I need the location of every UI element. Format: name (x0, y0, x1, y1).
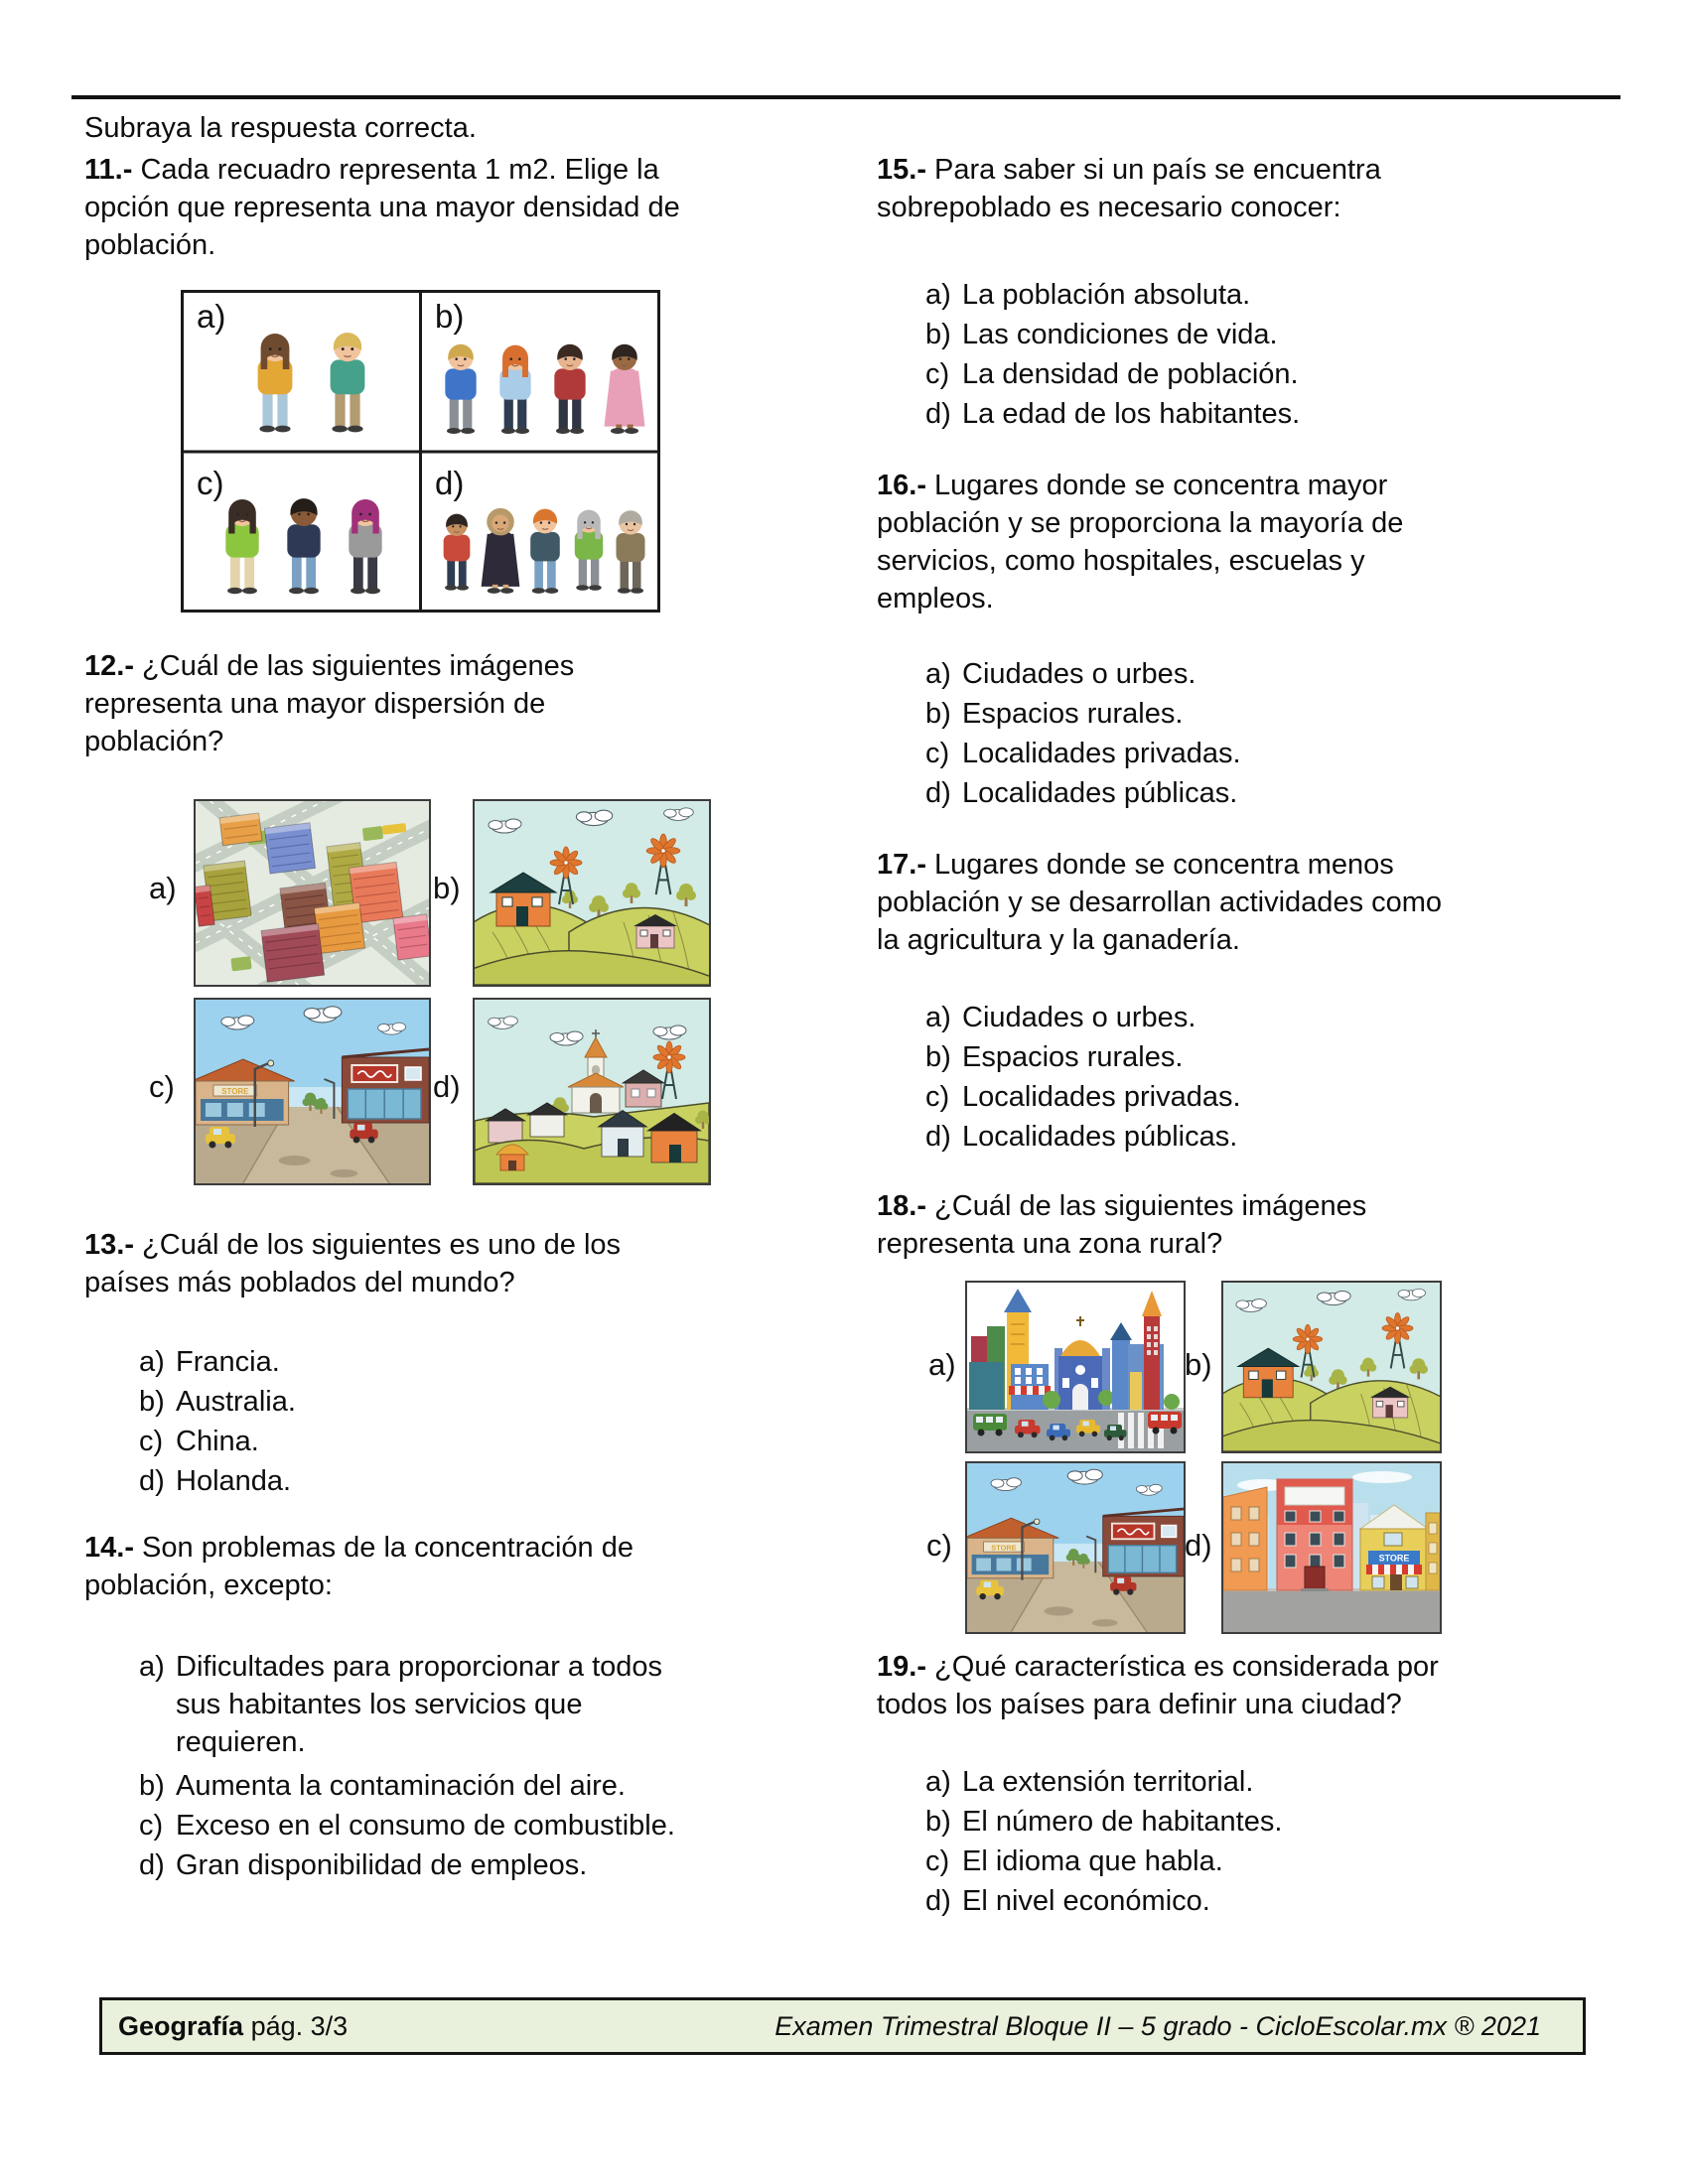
question-number: 18.- (877, 1190, 926, 1222)
option-letter: b) (925, 1806, 951, 1838)
option-letter: a) (925, 279, 951, 311)
option-letter: b) (925, 698, 951, 730)
q14-option-c[interactable] (139, 1807, 675, 1846)
question-number: 16.- (877, 470, 926, 501)
q19-option-c[interactable] (925, 1843, 1282, 1882)
q12-choice-a-label[interactable]: a) (149, 871, 177, 905)
q17-option-c[interactable] (925, 1078, 1241, 1118)
question-line: empleos. (877, 583, 994, 614)
question-line: 16.- Lugares donde se concentra mayor (877, 470, 1388, 501)
q13-option-b[interactable] (139, 1383, 296, 1423)
option-letter: b) (139, 1386, 165, 1418)
q14-option-d[interactable] (139, 1846, 675, 1886)
q19-option-d[interactable] (925, 1882, 1282, 1922)
q17-option-d[interactable] (925, 1118, 1241, 1158)
option-letter: b) (925, 319, 951, 350)
footer-source: Examen Trimestral Bloque II – 5 grado - CicloEscolar.mx ® 2021 (774, 2010, 1541, 2041)
q14-option-a[interactable] (139, 1648, 675, 1761)
q17-option-b[interactable] (925, 1038, 1241, 1078)
question-line: 17.- Lugares donde se concentra menos (877, 849, 1394, 881)
q12-choice-b-label[interactable]: b) (433, 871, 461, 905)
option-letter: c) (139, 1810, 164, 1842)
question-line: población y se proporciona la mayoría de (877, 507, 1404, 539)
question-number: 17.- (877, 849, 926, 881)
q17-option-a[interactable] (925, 999, 1241, 1038)
option-letter: c) (139, 1426, 164, 1457)
q11-choice-a-label[interactable]: a) (197, 298, 226, 335)
question-17-options (925, 999, 1241, 1158)
option-text: Aumenta la contaminación del aire. (176, 1770, 626, 1802)
q18-choice-d-label[interactable]: d) (1185, 1528, 1212, 1563)
option-text: Espacios rurales. (962, 698, 1184, 730)
question-number: 19.- (877, 1651, 926, 1683)
question-line: países más poblados del mundo? (84, 1267, 515, 1298)
q11-choice-b-label[interactable]: b) (435, 298, 465, 335)
question-number: 15.- (877, 154, 926, 186)
q12-choice-d-label[interactable]: d) (433, 1069, 461, 1104)
q18-choice-c-label[interactable]: c) (926, 1528, 952, 1563)
question-17 (877, 846, 1442, 959)
option-text: Localidades públicas. (962, 777, 1238, 809)
option-text: Localidades privadas. (962, 1081, 1241, 1113)
q18-choice-a-label[interactable]: a) (928, 1347, 956, 1382)
q11-population-grid-illustration[interactable] (181, 290, 660, 613)
option-letter: d) (139, 1849, 165, 1881)
q18-town-street-illustration[interactable] (965, 1461, 1186, 1634)
option-letter: d) (139, 1465, 165, 1497)
option-text: La densidad de población. (962, 358, 1299, 390)
question-line: población? (84, 726, 224, 757)
footer-bar (99, 1997, 1586, 2055)
option-text: La edad de los habitantes. (962, 398, 1301, 430)
question-16-options (925, 655, 1241, 814)
question-line: población, excepto: (84, 1570, 333, 1601)
question-line: representa una zona rural? (877, 1228, 1223, 1260)
option-letter: c) (925, 358, 950, 390)
question-12 (84, 647, 574, 760)
option-text: La extensión territorial. (962, 1766, 1254, 1798)
question-line: población. (84, 229, 216, 261)
question-number: 14.- (84, 1532, 134, 1564)
q16-option-b[interactable] (925, 695, 1241, 735)
question-number: 11.- (84, 154, 133, 186)
question-line: 14.- Son problemas de la concentración de (84, 1532, 633, 1564)
question-18 (877, 1187, 1366, 1263)
question-13 (84, 1226, 621, 1301)
option-text: Ciudades o urbes. (962, 1002, 1196, 1033)
question-13-options (139, 1343, 296, 1502)
option-text: La población absoluta. (962, 279, 1251, 311)
q18-city-skyline-illustration[interactable] (965, 1281, 1186, 1453)
option-letter: c) (925, 738, 950, 769)
header-rule (71, 95, 1620, 99)
q18-storefronts-illustration[interactable] (1221, 1461, 1442, 1634)
question-15 (877, 151, 1381, 226)
q11-choice-d-label[interactable]: d) (435, 465, 465, 501)
option-text: Dificultades para proporcionar a todos sus habitantes los servicios que requieren. (176, 1651, 663, 1758)
question-line: todos los países para definir una ciudad? (877, 1689, 1402, 1720)
q11-choice-c-label[interactable]: c) (197, 465, 224, 501)
option-letter: a) (925, 1766, 951, 1798)
question-15-options (925, 276, 1300, 435)
option-letter: a) (925, 1002, 951, 1033)
option-text: El idioma que habla. (962, 1845, 1223, 1877)
option-letter: c) (925, 1845, 950, 1877)
option-letter: d) (925, 1885, 951, 1917)
svg-text:STORE: STORE (221, 1086, 249, 1097)
option-text: Localidades públicas. (962, 1121, 1238, 1153)
question-line: opción que representa una mayor densidad de (84, 192, 680, 223)
question-number: 12.- (84, 650, 134, 682)
q12-village-illustration[interactable] (473, 998, 711, 1185)
q18-farm-illustration[interactable] (1221, 1281, 1442, 1453)
option-text: Holanda. (176, 1465, 292, 1497)
option-text: Las condiciones de vida. (962, 319, 1278, 350)
option-letter: c) (925, 1081, 950, 1113)
option-letter: d) (925, 398, 951, 430)
option-text: Gran disponibilidad de empleos. (176, 1849, 588, 1881)
q15-option-a[interactable] (925, 276, 1300, 316)
question-line: servicios, como hospitales, escuelas y (877, 545, 1365, 577)
option-text: China. (176, 1426, 259, 1457)
option-letter: d) (925, 1121, 951, 1153)
question-14 (84, 1529, 633, 1604)
question-line: sobrepoblado es necesario conocer: (877, 192, 1341, 223)
question-line: 11.- Cada recuadro representa 1 m2. Elige la (84, 154, 659, 186)
svg-text:STORE: STORE (991, 1543, 1017, 1553)
question-line: 13.- ¿Cuál de los siguientes es uno de los (84, 1229, 622, 1261)
question-line: la agricultura y la ganadería. (877, 924, 1240, 956)
question-line: 12.- ¿Cuál de las siguientes imágenes (84, 650, 575, 682)
option-letter: a) (139, 1346, 165, 1378)
q13-option-c[interactable] (139, 1423, 296, 1462)
option-letter: b) (139, 1770, 165, 1802)
q15-option-d[interactable] (925, 395, 1300, 435)
q12-farm-illustration[interactable] (473, 799, 711, 987)
question-line: 19.- ¿Qué característica es considerada por (877, 1651, 1439, 1683)
q12-city-aerial-illustration[interactable] (194, 799, 431, 987)
question-14-options (139, 1648, 675, 1886)
option-letter: a) (925, 658, 951, 690)
q13-option-a[interactable] (139, 1343, 296, 1383)
question-line: población y se desarrollan actividades como (877, 887, 1443, 918)
question-line: 18.- ¿Cuál de las siguientes imágenes (877, 1190, 1367, 1222)
q19-option-b[interactable] (925, 1803, 1282, 1843)
option-letter: a) (139, 1651, 165, 1683)
option-text: Localidades privadas. (962, 738, 1241, 769)
option-text: Ciudades o urbes. (962, 658, 1196, 690)
q15-option-c[interactable] (925, 355, 1300, 395)
q19-option-a[interactable] (925, 1763, 1282, 1803)
q18-choice-b-label[interactable]: b) (1185, 1347, 1212, 1382)
question-19-options (925, 1763, 1282, 1922)
option-text: Espacios rurales. (962, 1041, 1184, 1073)
footer-subject: Geografía pág. 3/3 (118, 2010, 349, 2041)
question-line: 15.- Para saber si un país se encuentra (877, 154, 1381, 186)
q14-option-b[interactable] (139, 1767, 675, 1807)
question-number: 13.- (84, 1229, 134, 1261)
q13-option-d[interactable] (139, 1462, 296, 1502)
q16-option-c[interactable] (925, 735, 1241, 774)
question-11 (84, 151, 680, 264)
option-letter: d) (925, 777, 951, 809)
q12-town-street-illustration[interactable] (194, 998, 431, 1185)
option-letter: b) (925, 1041, 951, 1073)
option-text: El nivel económico. (962, 1885, 1210, 1917)
option-text: Exceso en el consumo de combustible. (176, 1810, 675, 1842)
option-text: Francia. (176, 1346, 280, 1378)
q12-choice-c-label[interactable]: c) (149, 1069, 175, 1104)
option-text: El número de habitantes. (962, 1806, 1283, 1838)
option-text: Australia. (176, 1386, 296, 1418)
q16-option-a[interactable] (925, 655, 1241, 695)
q16-option-d[interactable] (925, 774, 1241, 814)
q15-option-b[interactable] (925, 316, 1300, 355)
svg-text:STORE: STORE (1378, 1553, 1410, 1564)
instruction: Subraya la respuesta correcta. (84, 112, 477, 144)
question-16 (877, 467, 1403, 617)
question-line: representa una mayor dispersión de (84, 688, 546, 720)
question-19 (877, 1648, 1439, 1723)
